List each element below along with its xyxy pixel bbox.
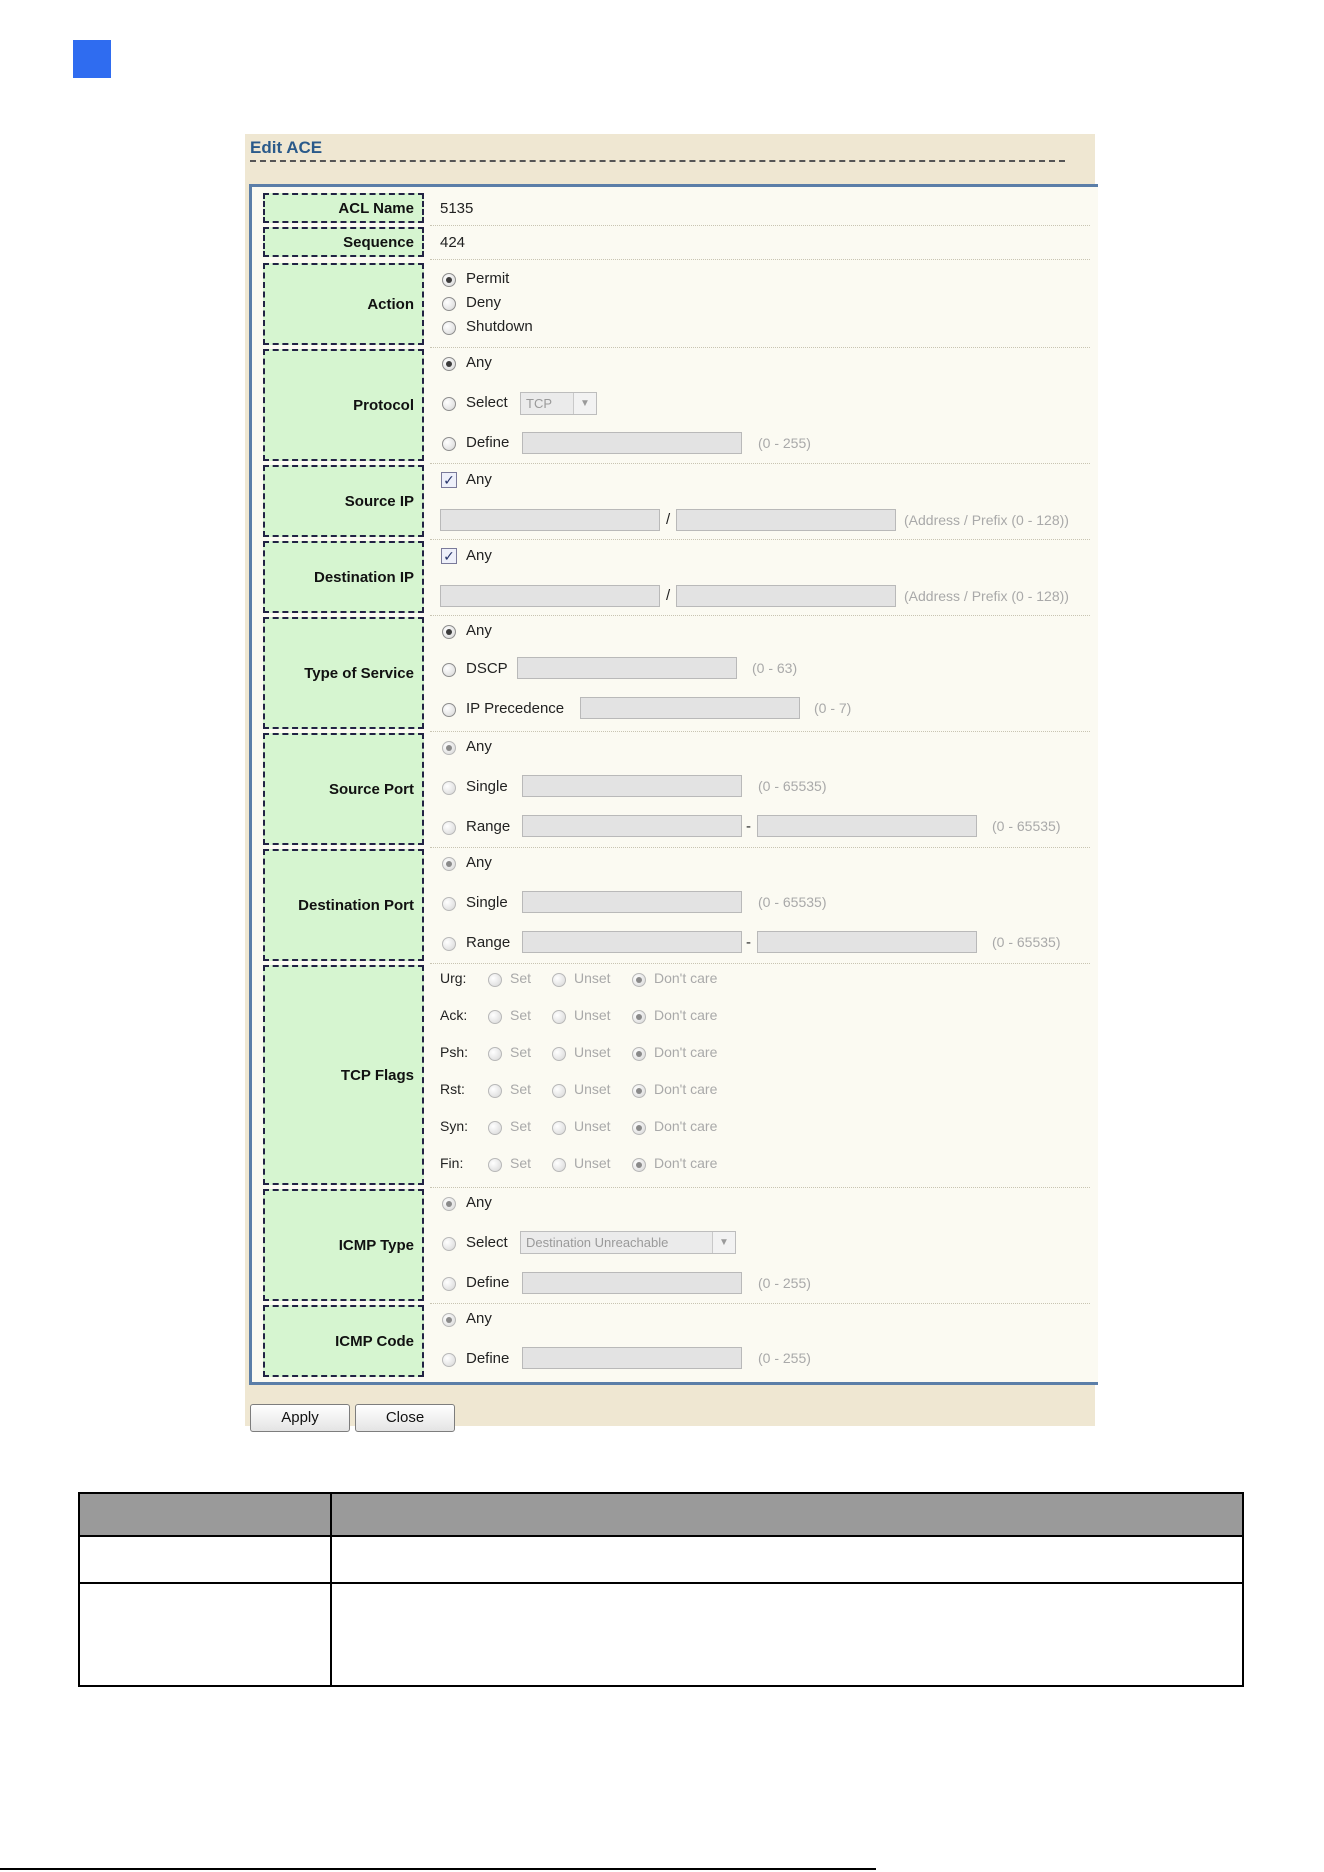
tcp-flag-set-label: Set [510, 970, 532, 986]
tcp-flag-set-label: Set [510, 1155, 532, 1171]
tcp-flag-dontcare-label: Don't care [654, 1044, 718, 1060]
table-header-row [79, 1493, 1243, 1536]
protocol-any-label: Any [466, 354, 492, 371]
tcp-flag-set-radio[interactable] [488, 1084, 502, 1098]
icmp-type-select-label: Select [466, 1234, 508, 1251]
table-header-cell [79, 1493, 331, 1536]
source-port-range-hint: (0 - 65535) [992, 818, 1061, 834]
source-ip-address-input[interactable] [440, 509, 660, 531]
tcp-flag-unset-label: Unset [574, 1118, 611, 1134]
destination-ip-any-label: Any [466, 547, 492, 564]
tcp-flag-unset-radio[interactable] [552, 1121, 566, 1135]
edit-ace-panel [245, 134, 1095, 1426]
tcp-flag-dontcare-label: Don't care [654, 970, 718, 986]
source-port-single-radio[interactable] [442, 781, 456, 795]
action-permit-radio[interactable] [442, 273, 456, 287]
destination-port-single-label: Single [466, 894, 508, 911]
protocol-define-hint: (0 - 255) [758, 435, 811, 451]
table-cell [79, 1536, 331, 1583]
icmp-code-define-label: Define [466, 1350, 510, 1367]
tcp-flag-unset-label: Unset [574, 1155, 611, 1171]
destination-ip-separator: / [666, 587, 671, 604]
action-deny-radio[interactable] [442, 297, 456, 311]
source-port-any-radio[interactable] [442, 741, 456, 755]
source-ip-label: Source IP [263, 465, 424, 537]
protocol-select-dropdown[interactable] [520, 392, 597, 415]
table-row [79, 1583, 1243, 1686]
source-port-label: Source Port [263, 733, 424, 845]
tcp-flag-unset-radio[interactable] [552, 973, 566, 987]
footer-rule [0, 1868, 876, 1870]
icmp-type-any-radio[interactable] [442, 1197, 456, 1211]
action-shutdown-label: Shutdown [466, 318, 533, 335]
tcp-flag-unset-radio[interactable] [552, 1084, 566, 1098]
tcp-flag-dontcare-radio[interactable] [632, 1047, 646, 1061]
tcp-flag-name: Psh: [440, 1044, 469, 1060]
tcp-flag-unset-label: Unset [574, 970, 611, 986]
close-button[interactable]: Close [355, 1404, 455, 1432]
ace-form [249, 184, 1098, 1385]
source-ip-separator: / [666, 511, 671, 528]
protocol-define-label: Define [466, 434, 510, 451]
destination-ip-address-input[interactable] [440, 585, 660, 607]
icmp-type-select-radio[interactable] [442, 1237, 456, 1251]
destination-port-range-end-input[interactable] [757, 931, 977, 953]
row-divider [430, 539, 1090, 540]
row-divider [430, 347, 1090, 348]
destination-port-any-radio[interactable] [442, 857, 456, 871]
protocol-select-value: TCP [526, 396, 552, 411]
table-cell [331, 1536, 1243, 1583]
tcp-flag-set-radio[interactable] [488, 1158, 502, 1172]
destination-port-single-hint: (0 - 65535) [758, 894, 827, 910]
tcp-flag-dontcare-label: Don't care [654, 1081, 718, 1097]
tcp-flag-set-label: Set [510, 1118, 532, 1134]
apply-button[interactable]: Apply [250, 1404, 350, 1432]
tcp-flag-dontcare-radio[interactable] [632, 1121, 646, 1135]
table-row [79, 1536, 1243, 1583]
tcp-flag-name: Syn: [440, 1118, 469, 1134]
tcp-flag-unset-label: Unset [574, 1044, 611, 1060]
tcp-flag-name: Urg: [440, 970, 467, 986]
section-marker [73, 40, 111, 78]
destination-port-any-label: Any [466, 854, 492, 871]
destination-ip-prefix-input[interactable] [676, 585, 896, 607]
destination-ip-label: Destination IP [263, 541, 424, 613]
source-port-range-label: Range [466, 818, 511, 835]
tos-dscp-input[interactable] [517, 657, 737, 679]
icmp-type-define-input[interactable] [522, 1272, 742, 1294]
tcp-flag-dontcare-radio[interactable] [632, 1084, 646, 1098]
protocol-define-input[interactable] [522, 432, 742, 454]
destination-ip-any-checkbox[interactable]: ✓ [441, 548, 457, 564]
icmp-code-define-input[interactable] [522, 1347, 742, 1369]
tcp-flag-set-label: Set [510, 1081, 532, 1097]
tcp-flag-set-radio[interactable] [488, 1121, 502, 1135]
tcp-flag-name: Fin: [440, 1155, 464, 1171]
tos-ip-precedence-hint: (0 - 7) [814, 700, 852, 716]
icmp-type-define-label: Define [466, 1274, 510, 1291]
protocol-define-radio[interactable] [442, 437, 456, 451]
icmp-type-define-hint: (0 - 255) [758, 1275, 811, 1291]
tcp-flag-unset-label: Unset [574, 1007, 611, 1023]
destination-ip-hint: (Address / Prefix (0 - 128)) [904, 588, 1069, 604]
source-ip-any-label: Any [466, 471, 492, 488]
row-divider [430, 463, 1090, 464]
icmp-type-select-dropdown[interactable] [520, 1231, 736, 1254]
tos-dscp-radio[interactable] [442, 663, 456, 677]
tcp-flag-unset-radio[interactable] [552, 1010, 566, 1024]
icmp-code-define-hint: (0 - 255) [758, 1350, 811, 1366]
tcp-flag-set-radio[interactable] [488, 1047, 502, 1061]
table-cell [331, 1583, 1243, 1686]
tcp-flag-dontcare-radio[interactable] [632, 1010, 646, 1024]
tcp-flag-dontcare-radio[interactable] [632, 973, 646, 987]
tcp-flags-label: TCP Flags [263, 965, 424, 1185]
tcp-flag-dontcare-label: Don't care [654, 1155, 718, 1171]
tcp-flag-set-label: Set [510, 1044, 532, 1060]
source-port-single-label: Single [466, 778, 508, 795]
icmp-type-any-label: Any [466, 1194, 492, 1211]
tcp-flag-set-radio[interactable] [488, 1010, 502, 1024]
tcp-flag-name: Ack: [440, 1007, 468, 1023]
destination-port-range-separator: - [746, 934, 751, 951]
source-port-single-input[interactable] [522, 775, 742, 797]
source-port-range-start-input[interactable] [522, 815, 742, 837]
tos-any-radio[interactable] [442, 625, 456, 639]
destination-port-label: Destination Port [263, 849, 424, 961]
tos-dscp-label: DSCP [466, 660, 508, 677]
tcp-flag-unset-label: Unset [574, 1081, 611, 1097]
tcp-flag-set-label: Set [510, 1007, 532, 1023]
protocol-label: Protocol [263, 349, 424, 461]
icmp-code-any-label: Any [466, 1310, 492, 1327]
destination-port-single-radio[interactable] [442, 897, 456, 911]
row-divider [430, 731, 1090, 732]
action-label: Action [263, 263, 424, 345]
tcp-flag-dontcare-label: Don't care [654, 1007, 718, 1023]
title-divider [250, 160, 1065, 162]
tcp-flag-dontcare-radio[interactable] [632, 1158, 646, 1172]
table-header-cell [331, 1493, 1243, 1536]
destination-port-range-radio[interactable] [442, 937, 456, 951]
source-port-range-radio[interactable] [442, 821, 456, 835]
action-deny-label: Deny [466, 294, 502, 311]
protocol-select-label: Select [466, 394, 508, 411]
icmp-type-select-value: Destination Unreachable [526, 1235, 669, 1250]
type-of-service-label: Type of Service [263, 617, 424, 729]
tcp-flag-set-radio[interactable] [488, 973, 502, 987]
icmp-code-define-radio[interactable] [442, 1353, 456, 1367]
acl-name-label: ACL Name [263, 193, 424, 223]
action-permit-label: Permit [466, 270, 510, 287]
destination-port-range-label: Range [466, 934, 511, 951]
sequence-value: 424 [440, 234, 466, 251]
acl-name-value: 5135 [440, 200, 474, 217]
destination-port-range-start-input[interactable] [522, 931, 742, 953]
description-table [78, 1492, 1244, 1687]
source-port-any-label: Any [466, 738, 492, 755]
sequence-label: Sequence [263, 227, 424, 257]
action-shutdown-radio[interactable] [442, 321, 456, 335]
source-port-single-hint: (0 - 65535) [758, 778, 827, 794]
icmp-code-label: ICMP Code [263, 1305, 424, 1377]
row-divider [430, 847, 1090, 848]
chevron-down-icon: ▼ [573, 393, 596, 414]
source-ip-hint: (Address / Prefix (0 - 128)) [904, 512, 1069, 528]
chevron-down-icon: ▼ [712, 1232, 735, 1253]
row-divider [430, 1303, 1090, 1304]
protocol-select-radio[interactable] [442, 397, 456, 411]
row-divider [430, 225, 1090, 226]
row-divider [430, 259, 1090, 260]
tcp-flag-name: Rst: [440, 1081, 465, 1097]
icmp-type-define-radio[interactable] [442, 1277, 456, 1291]
protocol-any-radio[interactable] [442, 357, 456, 371]
source-port-range-end-input[interactable] [757, 815, 977, 837]
destination-port-single-input[interactable] [522, 891, 742, 913]
tcp-flag-dontcare-label: Don't care [654, 1118, 718, 1134]
tcp-flag-unset-radio[interactable] [552, 1047, 566, 1061]
source-ip-any-checkbox[interactable]: ✓ [441, 472, 457, 488]
row-divider [430, 963, 1090, 964]
table-cell [79, 1583, 331, 1686]
icmp-code-any-radio[interactable] [442, 1313, 456, 1327]
tos-dscp-hint: (0 - 63) [752, 660, 798, 676]
row-divider [430, 615, 1090, 616]
row-divider [430, 1187, 1090, 1188]
tos-ip-precedence-radio[interactable] [442, 703, 456, 717]
destination-port-range-hint: (0 - 65535) [992, 934, 1061, 950]
source-ip-prefix-input[interactable] [676, 509, 896, 531]
tcp-flag-unset-radio[interactable] [552, 1158, 566, 1172]
tos-ip-precedence-input[interactable] [580, 697, 800, 719]
tos-any-label: Any [466, 622, 492, 639]
icmp-type-label: ICMP Type [263, 1189, 424, 1301]
dialog-title: Edit ACE [250, 138, 323, 157]
tos-ip-precedence-label: IP Precedence [466, 700, 565, 717]
source-port-range-separator: - [746, 818, 751, 835]
